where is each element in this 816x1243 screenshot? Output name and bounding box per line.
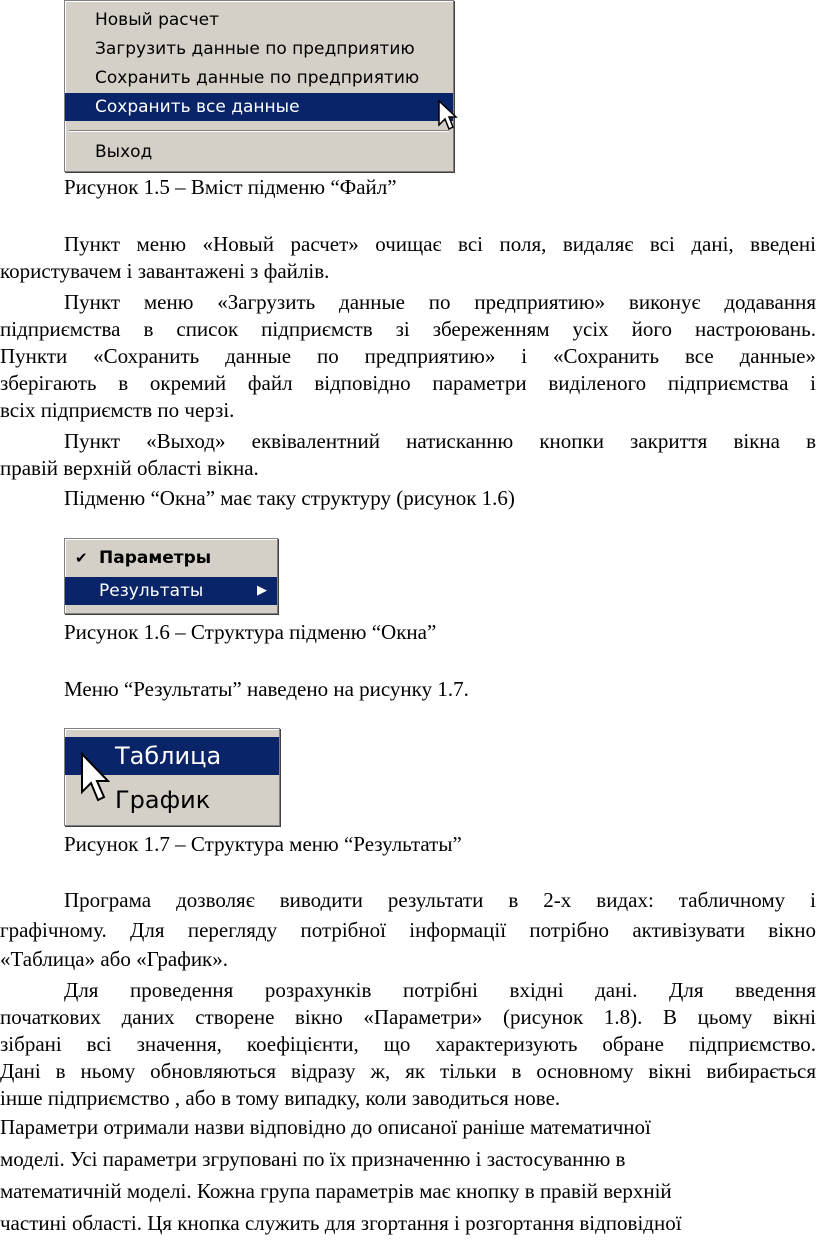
menu-item-save-enterprise[interactable]: Сохранить данные по предприятию	[95, 68, 420, 88]
text-line: Пункт «Выход» еквівалентний натисканню кнопки закриття вікна в	[64, 429, 816, 453]
text-line: підприємства в список підприємств зі збереженням усіх його настроювань.	[0, 317, 816, 341]
text-line: частині області. Ця кнопка служить для згортання і розгортання відповідної	[0, 1211, 682, 1235]
menu-item-load-enterprise[interactable]: Загрузить данные по предприятию	[95, 39, 415, 59]
windows-submenu	[64, 538, 278, 614]
file-submenu	[64, 0, 454, 172]
text-line: моделі. Усі параметри згруповані по їх призначенню і застосуванню в	[0, 1147, 626, 1171]
text-line: зібрані всі значення, коефіцієнти, що характеризують обране підприємство.	[0, 1032, 816, 1056]
menu-item-graph[interactable]: График	[115, 786, 211, 814]
text-line: Програма дозволяє виводити результати в 2-х видах: табличному і	[64, 888, 816, 912]
check-mark-icon: ✔	[75, 549, 88, 567]
menu-item-table[interactable]: Таблица	[65, 737, 279, 775]
text-line: «Таблица» або «График».	[0, 947, 229, 971]
text-line: користувачем і завантажені з файлів.	[0, 259, 330, 283]
text-line: Меню “Результаты” наведено на рисунку 1.7.	[64, 677, 469, 701]
submenu-arrow-icon: ▶	[257, 583, 267, 598]
text-line: Пункт меню «Загрузить данные по предприятию» виконує додавання	[64, 290, 816, 314]
menu-item-label: Параметры	[99, 548, 212, 568]
menu-item-label: Результаты	[99, 581, 204, 601]
text-line: графічному. Для перегляду потрібної інформації потрібно активізувати вікно	[0, 918, 816, 942]
menu-item-exit[interactable]: Выход	[95, 142, 153, 162]
menu-item-save-all[interactable]: Сохранить все данные	[65, 93, 453, 121]
text-line: всіх підприємств по черзі.	[0, 398, 235, 422]
text-line: Пункти «Сохранить данные по предприятию» і «Сохранить все данные»	[0, 344, 816, 368]
figure-caption-1-6: Рисунок 1.6 – Структура підменю “Окна”	[64, 620, 437, 644]
text-line: Дані в ньому обновляються відразу ж, як тільки в основному вікні вибирається	[0, 1059, 816, 1083]
text-line: Підменю “Окна” має таку структуру (рисунок 1.6)	[64, 486, 515, 510]
text-line: початкових даних створене вікно «Параметри» (рисунок 1.8). В цьому вікні	[0, 1005, 816, 1029]
text-line: математичній моделі. Кожна група параметрів має кнопку в правій верхній	[0, 1179, 672, 1203]
menu-item-new-calc[interactable]: Новый расчет	[95, 10, 220, 30]
menu-item-parameters[interactable]	[65, 544, 277, 572]
mouse-cursor-icon	[438, 100, 458, 132]
text-line: інше підприємство , або в тому випадку, коли заводиться нове.	[0, 1086, 561, 1110]
text-line: зберігають в окремий файл відповідно параметри виділеного підприємства і	[0, 371, 816, 395]
mouse-cursor-icon	[80, 752, 110, 804]
figure-caption-1-7: Рисунок 1.7 – Структура меню “Результаты”	[64, 832, 462, 856]
text-line: Параметри отримали назви відповідно до описаної раніше математичної	[0, 1115, 651, 1139]
figure-caption-1-5: Рисунок 1.5 – Вміст підменю “Файл”	[64, 175, 397, 199]
text-line: Для проведення розрахунків потрібні вхідні дані. Для введення	[64, 978, 816, 1002]
text-line: Пункт меню «Новый расчет» очищає всі поля, видаляє всі дані, введені	[64, 232, 816, 256]
text-line: правій верхній області вікна.	[0, 456, 259, 480]
menu-separator	[69, 130, 449, 132]
menu-item-results[interactable]	[65, 577, 277, 605]
